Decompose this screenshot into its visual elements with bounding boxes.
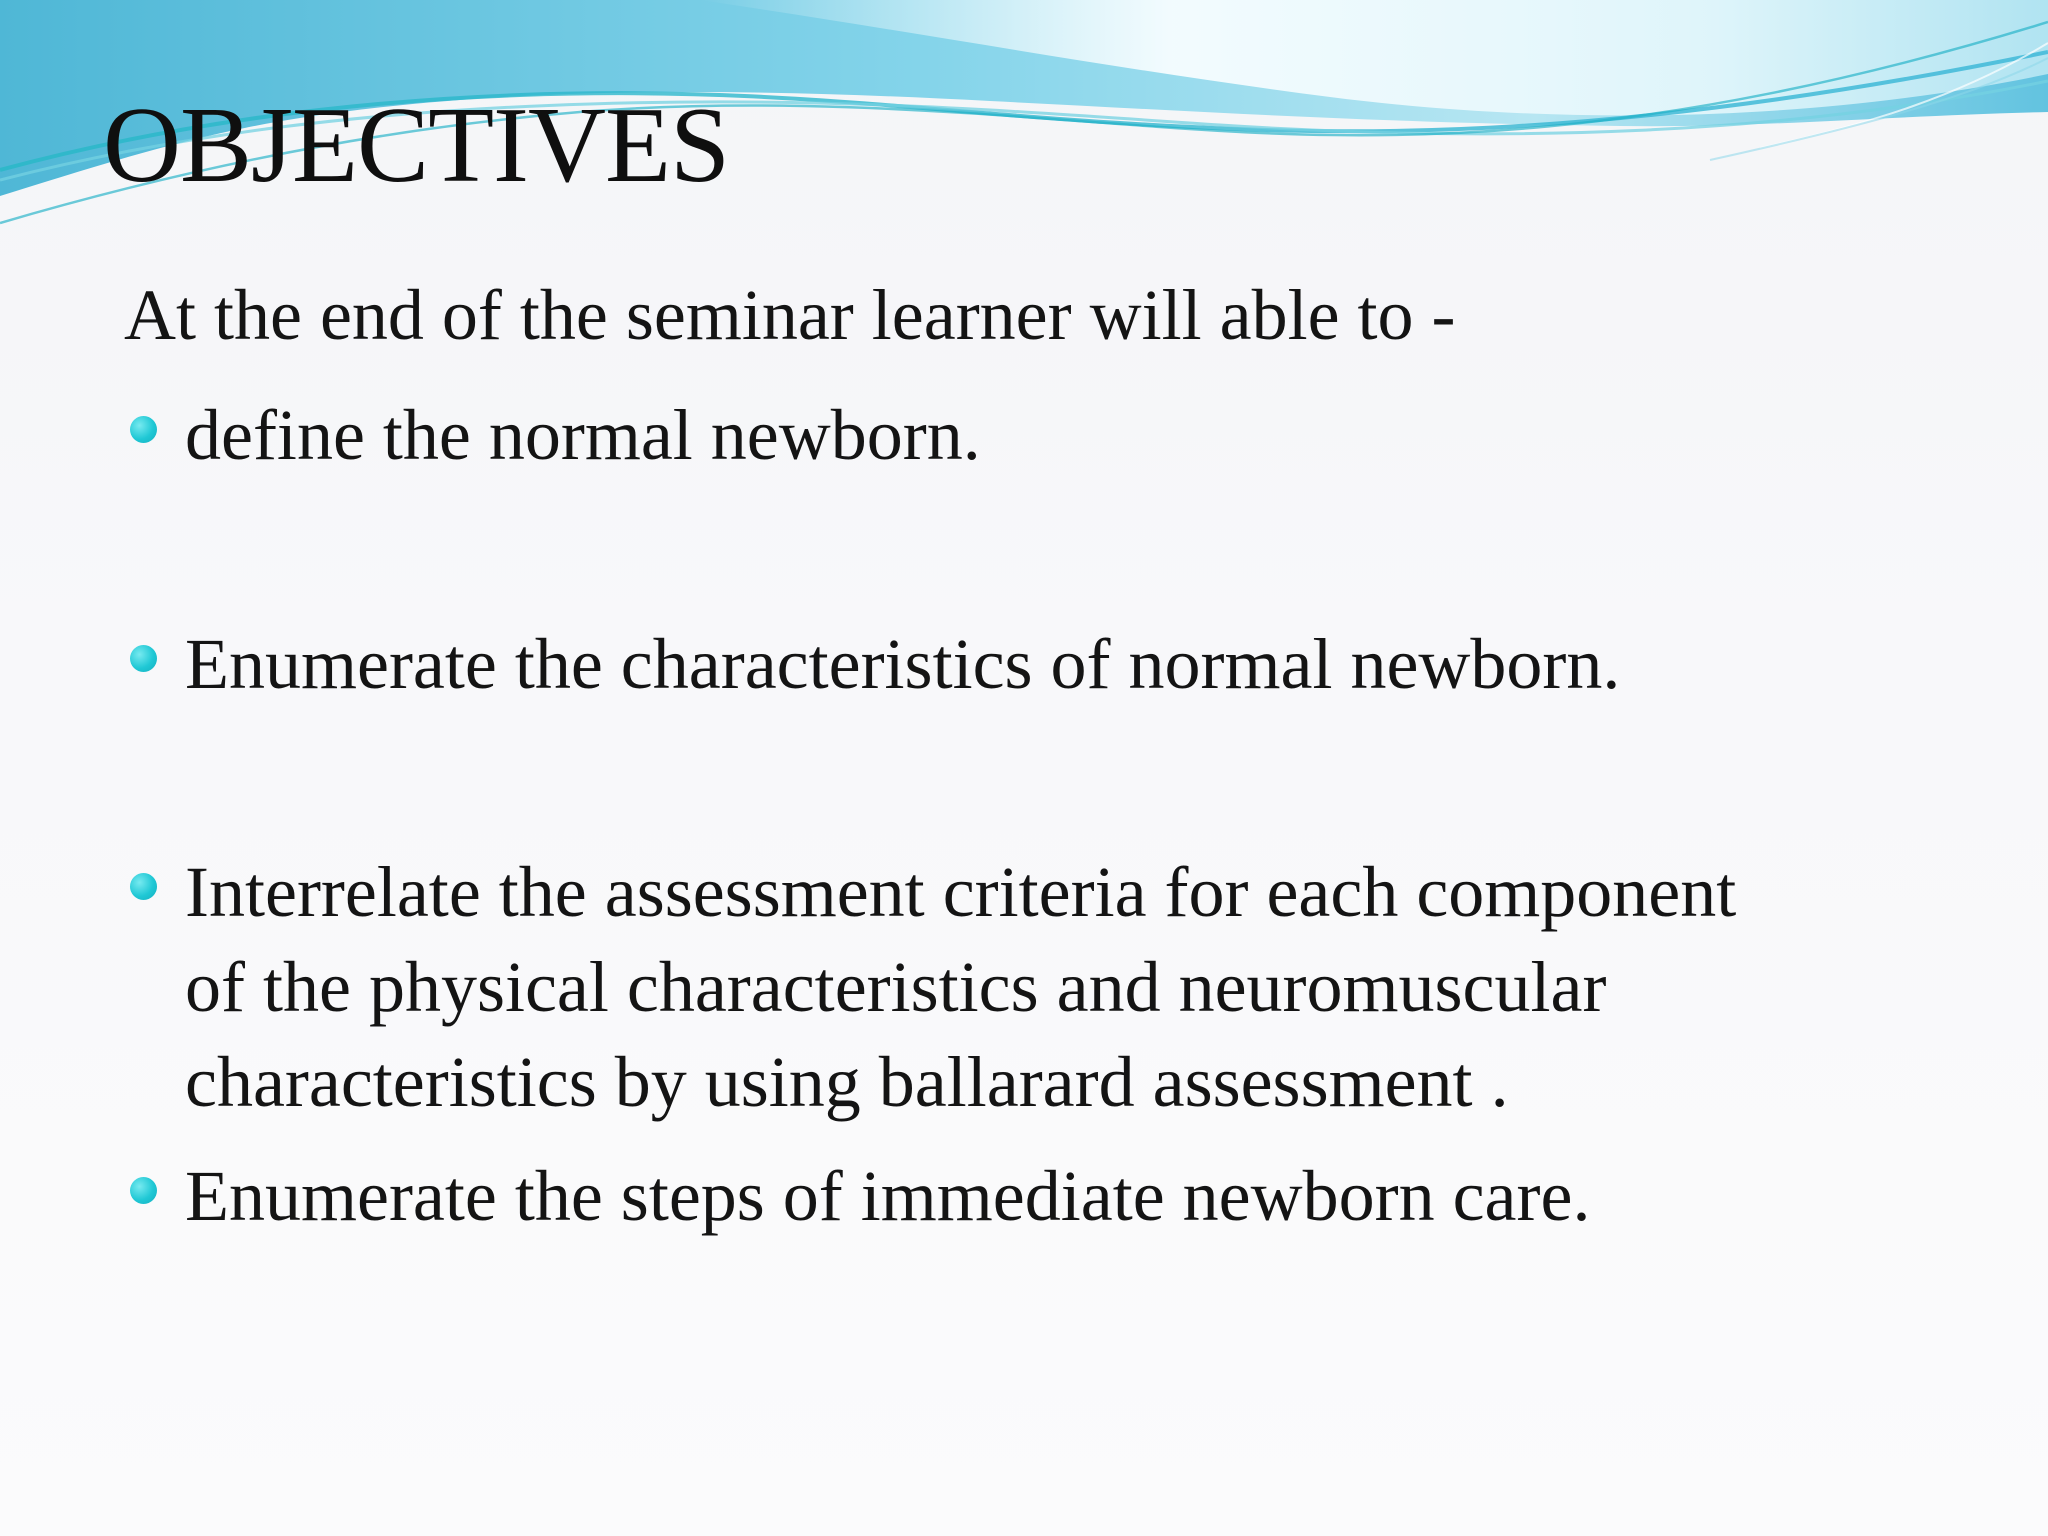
bullet-dot-icon [130,416,157,443]
intro-text: At the end of the seminar learner will able to - [124,275,1456,355]
objective-text: Enumerate the steps of immediate newborn care. [185,1156,1591,1236]
bullet-dot-icon [130,1177,157,1204]
bullet-dot-icon [130,645,157,672]
page-title: OBJECTIVES [103,86,730,205]
objective-text: define the normal newborn. [185,395,981,475]
objective-text: Interrelate the assessment criteria for each component of the physical characteristics and neuromuscular characteristics by using ballarard assessment . [185,852,1737,1122]
objective-text: Enumerate the characteristics of normal newborn. [185,624,1621,704]
bullet-dot-icon [130,873,157,900]
